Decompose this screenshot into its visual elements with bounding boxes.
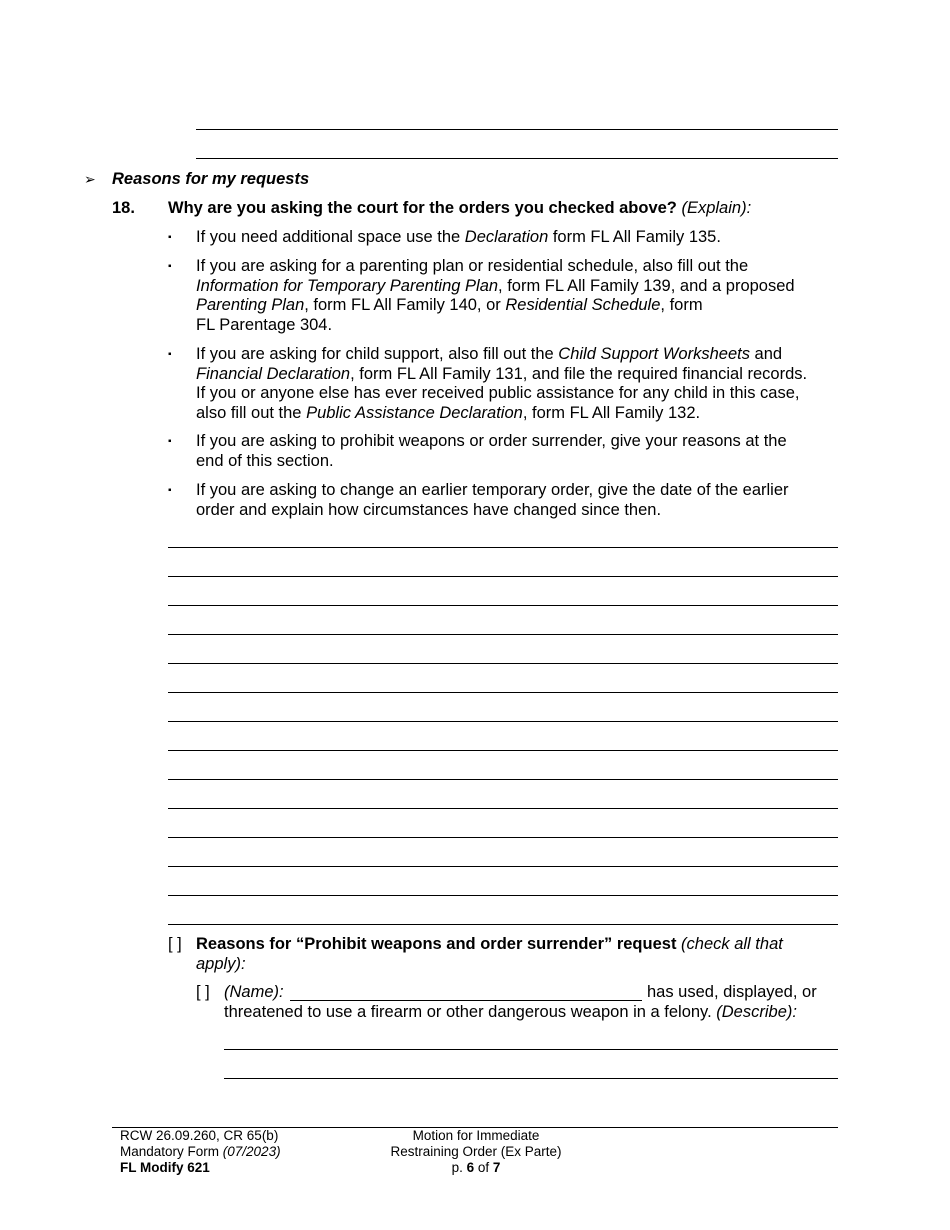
weapon-use-text: has used, displayed, or <box>647 983 817 1001</box>
name-label: (Name): <box>224 983 284 1001</box>
bullet-child-support: If you are asking for child support, also fill out the Child Support Worksheets and Financial Declaration, form FL All Family 131, and file the required financial records. If you or anyone else has ever received public assistance for any child in this case, also fill out the Public Assistance Declaration, form FL All Family 132. <box>196 345 808 422</box>
answer-line[interactable] <box>168 663 838 664</box>
footer-title-1: Motion for Immediate <box>412 1128 540 1143</box>
bullet-icon: ▪ <box>168 436 172 447</box>
answer-line[interactable] <box>168 808 838 809</box>
felony-weapon-line2: threatened to use a firearm or other dangerous weapon in a felony. (Describe): <box>224 1003 797 1021</box>
footer-center <box>326 1128 626 1176</box>
question-text: Why are you asking the court for the orders you checked above? <box>168 199 677 217</box>
bullet-icon: ▪ <box>168 261 172 272</box>
answer-line[interactable] <box>168 576 838 577</box>
section-heading: Reasons for my requests <box>112 170 310 188</box>
bullet-additional-space: If you need additional space use the Declaration form FL All Family 135. <box>196 228 721 246</box>
bullet-parenting-plan: If you are asking for a parenting plan or residential schedule, also fill out the Information for Temporary Parenting Plan, form FL All Family 139, and a proposed Parenting Plan, form FL All Family 140, or Residential Schedule, form FL Parentage 304. <box>196 257 795 334</box>
footer-mandatory: Mandatory Form (07/2023) <box>120 1144 281 1159</box>
bullet-icon: ▪ <box>168 485 172 496</box>
name-field[interactable] <box>290 1000 642 1001</box>
describe-answer-line[interactable] <box>224 1049 838 1050</box>
answer-line[interactable] <box>168 866 838 867</box>
answer-line[interactable] <box>168 750 838 751</box>
top-answer-line[interactable] <box>196 158 838 159</box>
answer-line[interactable] <box>168 605 838 606</box>
answer-line[interactable] <box>168 634 838 635</box>
answer-line[interactable] <box>168 721 838 722</box>
answer-line[interactable] <box>168 924 838 925</box>
section-arrow-icon: ➢ <box>84 171 96 187</box>
bullet-icon: ▪ <box>168 349 172 360</box>
answer-line[interactable] <box>168 692 838 693</box>
explain-note: (Explain): <box>681 199 752 217</box>
answer-line[interactable] <box>168 837 838 838</box>
footer-form-id: FL Modify 621 <box>120 1160 210 1175</box>
top-answer-line[interactable] <box>196 129 838 130</box>
bullet-icon: ▪ <box>168 232 172 243</box>
item-question <box>168 199 751 219</box>
footer-rcw: RCW 26.09.260, CR 65(b) <box>120 1128 279 1143</box>
footer-left <box>120 1128 281 1176</box>
answer-line[interactable] <box>168 895 838 896</box>
weapons-heading: Reasons for “Prohibit weapons and order surrender” request (check all that apply): <box>196 935 783 973</box>
footer-title-2: Restraining Order (Ex Parte) <box>390 1144 562 1159</box>
felony-weapon-checkbox[interactable]: [ ] <box>196 983 210 1001</box>
item-number: 18. <box>112 199 135 217</box>
bullet-earlier-order: If you are asking to change an earlier temporary order, give the date of the earlier order and explain how circumstances have changed since then. <box>196 481 789 519</box>
answer-line[interactable] <box>168 547 838 548</box>
describe-answer-line[interactable] <box>224 1078 838 1079</box>
footer-page-number: p. 6 of 7 <box>451 1160 501 1175</box>
answer-line[interactable] <box>168 779 838 780</box>
bullet-weapons: If you are asking to prohibit weapons or order surrender, give your reasons at the end of this section. <box>196 432 787 470</box>
weapons-checkbox[interactable]: [ ] <box>168 935 182 953</box>
